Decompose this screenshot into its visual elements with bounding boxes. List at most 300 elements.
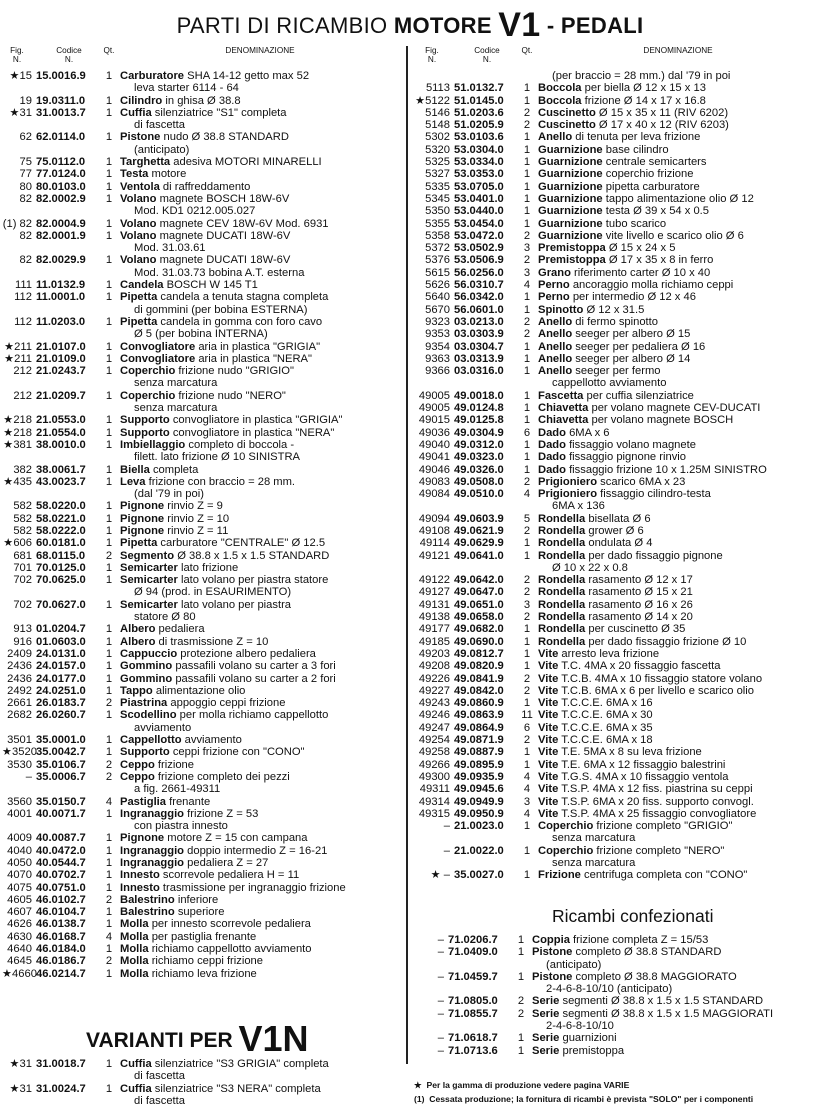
fig-number: 913	[13, 623, 32, 636]
quantity: 3	[523, 266, 531, 279]
part-code: 60.0181.0	[36, 537, 86, 550]
quantity: 2	[105, 697, 113, 710]
fig-number: 49177	[418, 623, 450, 636]
quantity: 6	[523, 721, 531, 734]
part-code: 70.0125.0	[36, 561, 86, 574]
table-row	[414, 414, 818, 426]
table-row	[414, 341, 818, 353]
fig-number: 4001	[7, 807, 32, 820]
part-code: 82.0004.9	[36, 217, 86, 230]
quantity: 1	[523, 438, 531, 451]
part-description: Molla richiamo cappellotto avviamento	[120, 943, 312, 956]
table-row	[2, 390, 400, 402]
fig-number: 5670	[425, 303, 450, 316]
part-description: Anello seeger per pedaliera Ø 16	[538, 340, 706, 353]
fig-number: 212	[13, 365, 32, 378]
column-divider	[406, 46, 408, 1064]
part-description: Vite T.C.C.E. 6MA x 35	[538, 721, 653, 734]
fig-number: 4605	[7, 893, 32, 906]
part-code: 49.0887.9	[454, 746, 504, 759]
quantity: 2	[523, 254, 531, 267]
part-code: 03.0303.9	[454, 328, 504, 341]
table-row	[414, 1032, 818, 1044]
part-description: Prigioniero scarico 6MA x 23	[538, 475, 686, 488]
table-row	[414, 82, 818, 94]
title-suffix: - PEDALI	[546, 13, 644, 38]
quantity: 4	[523, 770, 531, 783]
part-code: 49.0949.9	[454, 795, 504, 808]
quantity: 2	[523, 684, 531, 697]
table-row	[2, 156, 400, 168]
part-code: 62.0114.0	[36, 131, 86, 144]
quantity: 1	[105, 672, 113, 685]
table-row	[2, 648, 400, 660]
fig-number: 4626	[7, 918, 32, 931]
part-description: Tappo alimentazione olio	[120, 684, 246, 697]
part-description: Coperchio frizione completo "NERO"	[538, 844, 725, 857]
fig-number: 4075	[7, 881, 32, 894]
table-row	[2, 660, 400, 672]
part-code: 03.0213.0	[454, 315, 504, 328]
part-description: Vite T.C.B. 6MA x 6 per livello e scarico olio	[538, 684, 754, 697]
fig-number: 3530	[7, 758, 32, 771]
list-item-continuation: Ø 5 (per bobina INTERNA)	[134, 328, 268, 341]
part-description: Albero pedaliera	[120, 623, 205, 636]
table-row	[414, 934, 818, 946]
quantity: 1	[105, 746, 113, 759]
table-row	[414, 623, 818, 635]
list-item-continuation: (anticipato)	[546, 958, 602, 971]
fig-number: ★15	[9, 70, 32, 82]
fig-number: 2409	[7, 647, 32, 660]
part-code: 35.0042.7	[36, 746, 86, 759]
quantity: 1	[105, 463, 113, 476]
varianti-list	[2, 1058, 400, 1107]
part-code: 49.0651.0	[454, 598, 504, 611]
fig-number: 2492	[7, 684, 32, 697]
table-row	[414, 995, 818, 1007]
fig-number: 9363	[425, 352, 450, 365]
table-row	[2, 464, 400, 476]
part-description: Supporto ceppi frizione con "CONO"	[120, 746, 305, 759]
table-row	[414, 328, 818, 340]
part-code: 51.0203.6	[454, 106, 504, 119]
quantity: 1	[105, 168, 113, 181]
table-row	[2, 562, 400, 574]
table-row	[414, 771, 818, 783]
part-description: Guarnizione vite livello e scarico olio Ø 6	[538, 229, 744, 242]
table-row	[2, 685, 400, 697]
part-description: Imbiellaggio completo di boccola -	[120, 438, 295, 451]
part-code: 35.0106.7	[36, 758, 86, 771]
fig-number: 5335	[425, 180, 450, 193]
part-code: 49.0871.9	[454, 734, 504, 747]
part-code: 21.0243.7	[36, 365, 86, 378]
part-code: 82.0002.9	[36, 192, 86, 205]
part-code: 71.0805.0	[448, 995, 498, 1008]
title-bold: MOTORE	[393, 13, 492, 38]
part-description: Pistone completo Ø 38.8 MAGGIORATO	[532, 970, 737, 983]
fig-number: 4009	[7, 832, 32, 845]
part-code: 49.0658.0	[454, 611, 504, 624]
part-code: 38.0061.7	[36, 463, 86, 476]
list-item-continuation: leva starter 6114 - 64	[134, 82, 239, 95]
fig-number: 49247	[418, 721, 450, 734]
part-code: 53.0440.0	[454, 205, 504, 218]
fig-number: 5372	[425, 242, 450, 255]
fig-number: 5325	[425, 156, 450, 169]
table-header: Fig. N. Codice N. Qt. DENOMINAZIONE	[10, 46, 295, 65]
part-description: Ingranaggio doppio intermedio Z = 16-21	[120, 844, 328, 857]
list-item-continuation: 6MA x 136	[552, 500, 605, 513]
list-item-continuation: con piastra innesto	[134, 820, 228, 833]
part-code: 71.0459.7	[448, 970, 498, 983]
part-code: 21.0209.7	[36, 389, 86, 402]
table-row	[414, 611, 818, 623]
part-code: 56.0256.0	[454, 266, 504, 279]
table-row	[2, 943, 400, 955]
quantity: 1	[105, 254, 113, 267]
list-item-continuation: di gommini (per bobina ESTERNA)	[134, 303, 308, 316]
table-row	[2, 771, 400, 783]
fig-number: ★3520	[2, 746, 37, 759]
fig-number: 5302	[425, 131, 450, 144]
part-code: 31.0024.7	[36, 1082, 86, 1095]
fig-number: 702	[13, 574, 32, 587]
part-code: 01.0204.7	[36, 623, 86, 636]
fig-number: ★31	[9, 1058, 32, 1070]
part-code: 03.0316.0	[454, 365, 504, 378]
fig-number: 5320	[425, 143, 450, 156]
part-description: Ingranaggio frizione Z = 53	[120, 807, 259, 820]
table-row	[2, 181, 400, 193]
list-item-continuation: (anticipato)	[134, 143, 190, 156]
quantity: 2	[523, 119, 531, 132]
ricambi-list	[414, 934, 818, 1057]
quantity: 2	[105, 770, 113, 783]
fig-number: ★31	[9, 106, 32, 119]
table-row	[414, 242, 818, 254]
fig-number: ★211	[4, 352, 32, 365]
part-description: Pastiglia frenante	[120, 795, 211, 808]
table-row	[414, 796, 818, 808]
part-code: 49.0864.9	[454, 721, 504, 734]
table-row	[2, 218, 400, 230]
page-title	[0, 6, 820, 45]
table-row	[2, 427, 400, 439]
part-description: Vite T.C.C.E. 6MA x 18	[538, 734, 653, 747]
table-row	[2, 365, 400, 377]
fig-number: 49083	[418, 475, 450, 488]
part-description: Dado 6MA x 6	[538, 426, 610, 439]
part-code: 46.0186.7	[36, 955, 86, 968]
fig-number: 75	[19, 156, 32, 169]
quantity: 1	[105, 832, 113, 845]
part-code: 49.0508.0	[454, 475, 504, 488]
quantity: 1	[105, 844, 113, 857]
table-row	[414, 971, 818, 983]
list-item-continuation: filett. lato frizione Ø 10 SINISTRA	[134, 451, 301, 464]
table-row	[414, 599, 818, 611]
fig-number: ★31	[9, 1082, 32, 1095]
part-description: Molla richiamo ceppi frizione	[120, 955, 264, 968]
varianti-title: VARIANTI PER V1N	[86, 1018, 309, 1059]
fig-number: 49036	[418, 426, 450, 439]
part-description: Dado fissaggio pignone rinvio	[538, 451, 686, 464]
table-row	[414, 107, 818, 119]
fig-number: 49254	[418, 734, 450, 747]
table-row	[2, 107, 400, 119]
table-row	[2, 1083, 400, 1095]
table-row	[414, 205, 818, 217]
footnote: (1) Cessata produzione; la fornitura di ricambi è prevista "SOLO" per i componenti	[414, 1094, 754, 1104]
part-description: Cappuccio protezione albero pedaliera	[120, 647, 316, 660]
part-code: 49.0124.8	[454, 402, 504, 415]
quantity: 5	[523, 512, 531, 525]
table-row	[414, 316, 818, 328]
part-code: 46.0184.0	[36, 943, 86, 956]
fig-number: 82	[19, 229, 32, 242]
part-description: Vite arresto leva frizione	[538, 647, 660, 660]
quantity: 1	[523, 463, 531, 476]
list-item-continuation: 2-4-6-8-10/10	[546, 1020, 614, 1033]
part-code: 35.0006.7	[36, 770, 86, 783]
table-header: Fig. N. Codice N. Qt. DENOMINAZIONE	[425, 46, 713, 65]
quantity: 6	[523, 426, 531, 439]
quantity: 3	[523, 598, 531, 611]
table-row	[414, 574, 818, 586]
fig-number: 701	[13, 561, 32, 574]
fig-number: 9323	[425, 315, 450, 328]
part-code: 46.0104.7	[36, 906, 86, 919]
part-description: Rondella rasamento Ø 15 x 21	[538, 586, 693, 599]
table-row	[414, 451, 818, 463]
table-row	[414, 869, 818, 881]
table-row	[414, 427, 818, 439]
parts-list-left	[2, 46, 400, 980]
list-item-continuation: Ø 10 x 22 x 0.8	[552, 561, 628, 574]
table-row	[414, 550, 818, 562]
part-description: Premistoppa Ø 17 x 35 x 8 in ferro	[538, 254, 714, 267]
part-description: Cappellotto avviamento	[120, 734, 242, 747]
part-description: Anello seeger per albero Ø 15	[538, 328, 691, 341]
part-code: 49.0812.7	[454, 647, 504, 660]
quantity: 1	[105, 131, 113, 144]
table-row	[2, 353, 400, 365]
list-item-continuation: cappellotto avviamento	[552, 377, 667, 390]
fig-number: 112	[14, 315, 32, 328]
fig-number: 4050	[7, 857, 32, 869]
part-code: 51.0145.0	[454, 94, 504, 107]
part-code: 21.0022.0	[454, 844, 504, 857]
quantity: 1	[105, 906, 113, 919]
part-code: 49.0304.9	[454, 426, 504, 439]
table-row	[2, 316, 400, 328]
part-code: 46.0214.7	[36, 967, 86, 980]
part-code: 35.0027.0	[454, 869, 504, 882]
quantity: 1	[105, 389, 113, 402]
fig-number: 49131	[418, 598, 450, 611]
table-row	[414, 648, 818, 660]
fig-number: 582	[13, 512, 32, 525]
part-description: Pipetta candela a tenuta stagna completa	[120, 291, 329, 304]
part-description: Perno ancoraggio molla richiamo ceppi	[538, 279, 734, 292]
part-description: Pignone rinvio Z = 11	[120, 524, 229, 537]
quantity: 1	[105, 660, 113, 673]
quantity: 1	[105, 1082, 113, 1095]
table-row	[2, 341, 400, 353]
part-code: 21.0109.0	[36, 352, 86, 365]
quantity: 2	[105, 955, 113, 968]
table-row	[2, 709, 400, 721]
part-description: Dado fissaggio volano magnete	[538, 438, 696, 451]
quantity: 1	[523, 758, 531, 771]
fig-number: 49226	[418, 672, 450, 685]
quantity: 1	[105, 598, 113, 611]
part-code: 21.0107.0	[36, 340, 86, 353]
fig-number: 49311	[419, 783, 450, 796]
table-row	[414, 168, 818, 180]
part-description: Guarnizione centrale semicarters	[538, 156, 707, 169]
part-description: Rondella per dado fissaggio frizione Ø 10	[538, 635, 747, 648]
fig-number: 49084	[418, 488, 450, 501]
fig-number: 49005	[418, 389, 450, 402]
table-row	[2, 894, 400, 906]
fig-number: 5146	[425, 106, 450, 119]
part-code: 49.0642.0	[454, 574, 504, 587]
list-item-continuation: di fascetta	[134, 119, 185, 132]
fig-number: 49121	[418, 549, 450, 562]
quantity: 1	[523, 820, 531, 833]
quantity: 2	[517, 1007, 525, 1020]
table-row	[2, 513, 400, 525]
part-description: Pignone rinvio Z = 10	[120, 512, 230, 525]
table-row	[414, 254, 818, 266]
part-description: Balestrino inferiore	[120, 893, 219, 906]
part-code: 49.0842.0	[454, 684, 504, 697]
table-row	[2, 968, 400, 980]
quantity: 1	[105, 647, 113, 660]
part-code: 53.0454.0	[454, 217, 504, 230]
part-description: Chiavetta per volano magnete BOSCH	[538, 414, 734, 427]
quantity: 1	[523, 131, 531, 144]
quantity: 1	[105, 537, 113, 550]
quantity: 2	[523, 611, 531, 624]
part-description: Guarnizione coperchio frizione	[538, 168, 694, 181]
part-code: 49.0326.0	[454, 463, 504, 476]
part-code: 49.0018.0	[454, 389, 504, 402]
part-code: 82.0001.9	[36, 229, 86, 242]
table-row	[414, 1045, 818, 1057]
part-code: 46.0168.7	[36, 930, 86, 943]
part-code: 49.0950.9	[454, 807, 504, 820]
part-code: 35.0150.7	[36, 795, 86, 808]
table-row	[2, 673, 400, 685]
part-code: 24.0157.0	[36, 660, 86, 673]
fig-number: 382	[13, 463, 32, 476]
fig-number: 702	[13, 598, 32, 611]
table-row	[2, 734, 400, 746]
part-code: 49.0629.9	[454, 537, 504, 550]
table-row	[414, 1008, 818, 1020]
part-code: 53.0472.0	[454, 229, 504, 242]
table-row	[2, 193, 400, 205]
part-description: Cuffia silenziatrice "S3 NERA" completa	[120, 1082, 321, 1095]
part-description: Guarnizione pipetta carburatore	[538, 180, 700, 193]
part-code: 71.0855.7	[448, 1007, 498, 1020]
quantity: 2	[523, 586, 531, 599]
part-description: Ventola di raffreddamento	[120, 180, 251, 193]
part-description: Supporto convogliatore in plastica "GRIGIA"	[120, 414, 343, 427]
part-code: 21.0554.0	[36, 426, 86, 439]
fig-number: 212	[13, 389, 32, 402]
part-description: Anello seeger per albero Ø 14	[538, 352, 691, 365]
part-description: Vite T.S.P. 4MA x 25 fissaggio convogliatore	[538, 807, 757, 820]
part-code: 51.0132.7	[454, 82, 504, 95]
quantity: 1	[105, 734, 113, 747]
quantity: 4	[523, 279, 531, 292]
fig-number: 62	[19, 131, 32, 144]
table-row	[414, 230, 818, 242]
quantity: 1	[523, 94, 531, 107]
fig-number: 49094	[418, 512, 450, 525]
part-code: 49.0621.9	[454, 524, 504, 537]
table-row	[2, 168, 400, 180]
table-row	[414, 685, 818, 697]
quantity: 1	[523, 291, 531, 304]
part-description: Volano magnete DUCATI 18W-6V	[120, 254, 291, 267]
part-description: Testa motore	[120, 168, 187, 181]
fig-number: 49127	[418, 586, 450, 599]
quantity: 2	[523, 106, 531, 119]
table-row	[414, 144, 818, 156]
part-description: Dado fissaggio frizione 10 x 1.25M SINISTRO	[538, 463, 767, 476]
fig-number: ★381	[3, 438, 32, 451]
part-code: 53.0304.0	[454, 143, 504, 156]
fig-number: ★606	[3, 537, 32, 550]
part-code: 49.0647.0	[454, 586, 504, 599]
table-row	[414, 119, 818, 131]
quantity: 1	[517, 934, 525, 946]
quantity: 1	[105, 635, 113, 648]
quantity: 1	[517, 1032, 525, 1045]
part-code: 49.0125.8	[454, 414, 504, 427]
part-description: Guarnizione testa Ø 39 x 54 x 0.5	[538, 205, 709, 218]
fig-number: 49138	[418, 611, 450, 624]
list-item-continuation: senza marcatura	[552, 857, 636, 869]
part-description: Premistoppa Ø 15 x 24 x 5	[538, 242, 676, 255]
fig-number: 111	[14, 279, 32, 292]
fig-number: 5358	[425, 229, 450, 242]
footnotes	[414, 1078, 753, 1106]
table-row	[414, 218, 818, 230]
quantity: 1	[523, 82, 531, 95]
part-description: Serie premistoppa	[532, 1044, 625, 1057]
quantity: 1	[105, 340, 113, 353]
quantity: 1	[105, 500, 113, 513]
part-code: 15.0016.9	[36, 70, 86, 82]
fig-number: ★218	[3, 426, 32, 439]
table-row	[2, 131, 400, 143]
part-description: Molla richiamo leva frizione	[120, 967, 257, 980]
quantity: 1	[105, 881, 113, 894]
part-description: Ceppo frizione	[120, 758, 194, 771]
part-code: 80.0103.0	[36, 180, 86, 193]
part-code: 49.0863.9	[454, 709, 504, 722]
table-row	[414, 95, 818, 107]
fig-number: ★ –	[430, 869, 450, 882]
quantity: 1	[523, 660, 531, 673]
